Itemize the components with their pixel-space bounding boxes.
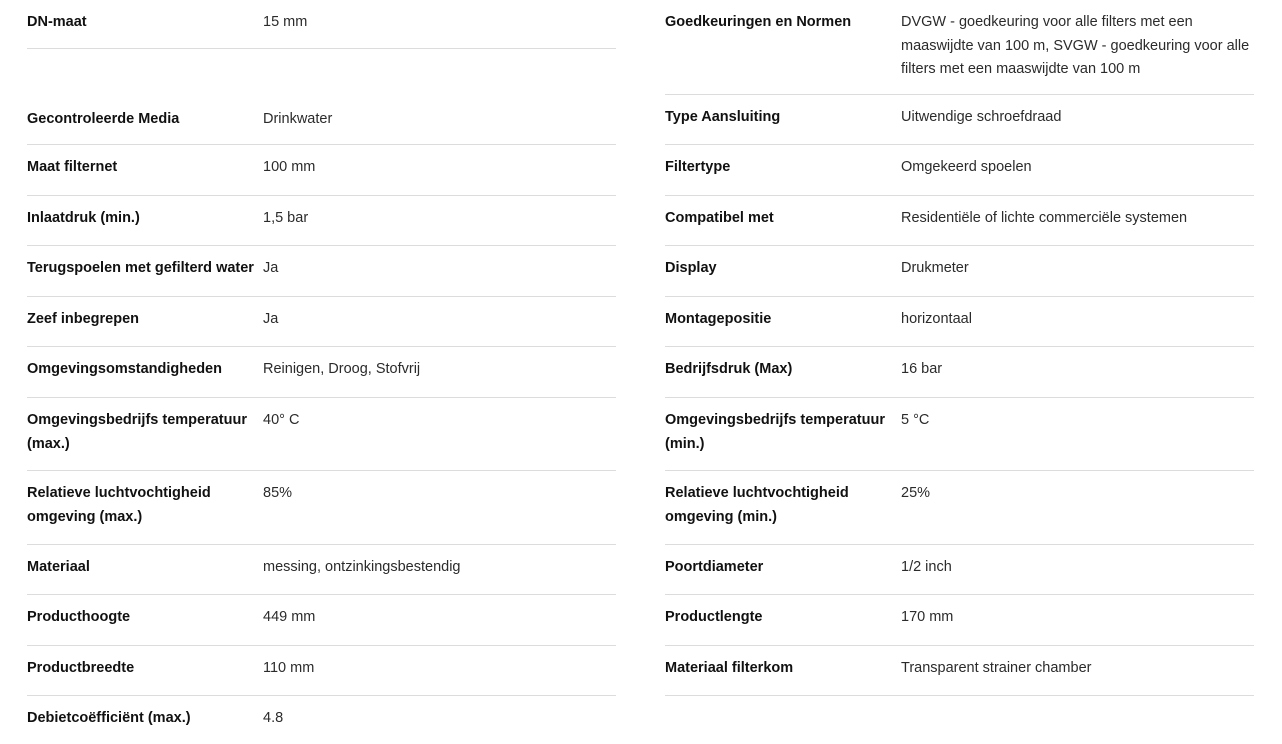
spec-row-display <box>665 246 1254 297</box>
spec-row-maat-filternet <box>27 145 616 196</box>
spec-row-temperatuur-max <box>27 398 616 471</box>
spec-label: Relatieve luchtvochtigheid omgeving (min.) <box>665 485 849 525</box>
spec-value: messing, ontzinkingsbestendig <box>263 559 461 575</box>
spec-row-productlengte <box>665 595 1254 646</box>
spec-row-zeef-inbegrepen <box>27 297 616 347</box>
spec-label: Omgevingsomstandigheden <box>27 361 222 377</box>
spec-label: Terugspoelen met gefilterd water <box>27 260 254 276</box>
spec-label: Type Aansluiting <box>665 109 781 125</box>
spec-label: Bedrijfsdruk (Max) <box>665 361 793 377</box>
spec-value: Omgekeerd spoelen <box>901 159 1032 175</box>
spec-value: 100 mm <box>263 159 316 175</box>
spec-label: Maat filternet <box>27 159 118 175</box>
spec-row-debietcoefficient <box>27 696 616 744</box>
spec-row-luchtvochtigheid-min <box>665 471 1254 545</box>
spec-value: DVGW - goedkeuring voor alle filters met een maaswijdte van 100 m, SVGW - goedkeuring voor alle filters met een maaswijdte van 100 m <box>901 14 1250 77</box>
spec-label: Goedkeuringen en Normen <box>665 14 852 30</box>
spec-value: Drinkwater <box>263 111 333 127</box>
spec-value: 1/2 inch <box>901 559 952 575</box>
spec-row-gecontroleerde-media <box>27 49 616 145</box>
spec-label: DN-maat <box>27 14 87 30</box>
specs-table-left <box>27 0 616 744</box>
spec-value: Drukmeter <box>901 260 969 276</box>
spec-row-bedrijfsdruk <box>665 347 1254 398</box>
spec-label: Montagepositie <box>665 311 772 327</box>
spec-label: Display <box>665 260 717 276</box>
spec-label: Materiaal <box>27 559 90 575</box>
spec-value: 85% <box>263 485 293 501</box>
spec-value: Ja <box>263 260 279 276</box>
spec-row-producthoogte <box>27 595 616 646</box>
spec-value: 1,5 bar <box>263 210 309 226</box>
spec-value: 5 °C <box>901 412 930 428</box>
spec-row-dn-maat <box>27 0 616 49</box>
specs-table-right <box>665 0 1254 696</box>
spec-value: 4.8 <box>263 710 284 726</box>
spec-value: 40° C <box>263 412 300 428</box>
spec-value: 170 mm <box>901 609 954 625</box>
spec-label: Filtertype <box>665 159 731 175</box>
spec-value: 110 mm <box>263 660 315 676</box>
spec-row-montagepositie <box>665 297 1254 347</box>
spec-row-type-aansluiting <box>665 95 1254 145</box>
spec-value: 449 mm <box>263 609 316 625</box>
spec-value: Uitwendige schroefdraad <box>901 109 1062 125</box>
spec-row-materiaal-filterkom <box>665 646 1254 696</box>
spec-label: Inlaatdruk (min.) <box>27 210 140 226</box>
spec-row-productbreedte <box>27 646 616 696</box>
spec-value: Transparent strainer chamber <box>901 660 1092 676</box>
spec-label: Debietcoëfficiënt (max.) <box>27 710 191 726</box>
spec-label: Poortdiameter <box>665 559 764 575</box>
spec-row-terugspoelen <box>27 246 616 297</box>
spec-value: horizontaal <box>901 311 972 327</box>
spec-label: Compatibel met <box>665 210 774 226</box>
spec-row-temperatuur-min <box>665 398 1254 471</box>
spec-value: Ja <box>263 311 279 327</box>
spec-value: 15 mm <box>263 14 308 30</box>
spec-label: Producthoogte <box>27 609 131 625</box>
spec-label: Gecontroleerde Media <box>27 111 180 127</box>
spec-label: Omgevingsbedrijfs temperatuur (max.) <box>27 412 247 452</box>
spec-row-inlaatdruk <box>27 196 616 246</box>
spec-value: 16 bar <box>901 361 943 377</box>
spec-value: 25% <box>901 485 931 501</box>
spec-value: Residentiële of lichte commerciële systemen <box>901 210 1188 226</box>
spec-label: Materiaal filterkom <box>665 660 794 676</box>
spec-row-omgevingsomstandigheden <box>27 347 616 398</box>
spec-row-filtertype <box>665 145 1254 196</box>
spec-row-luchtvochtigheid-max <box>27 471 616 545</box>
spec-row-materiaal <box>27 545 616 595</box>
spec-row-poortdiameter <box>665 545 1254 595</box>
spec-label: Productbreedte <box>27 660 135 676</box>
spec-label: Omgevingsbedrijfs temperatuur (min.) <box>665 412 885 452</box>
spec-label: Productlengte <box>665 609 763 625</box>
spec-value: Reinigen, Droog, Stofvrij <box>263 361 421 377</box>
spec-row-goedkeuringen <box>665 0 1254 95</box>
spec-row-compatibel-met <box>665 196 1254 246</box>
spec-label: Relatieve luchtvochtigheid omgeving (max.) <box>27 485 211 525</box>
spec-label: Zeef inbegrepen <box>27 311 139 327</box>
